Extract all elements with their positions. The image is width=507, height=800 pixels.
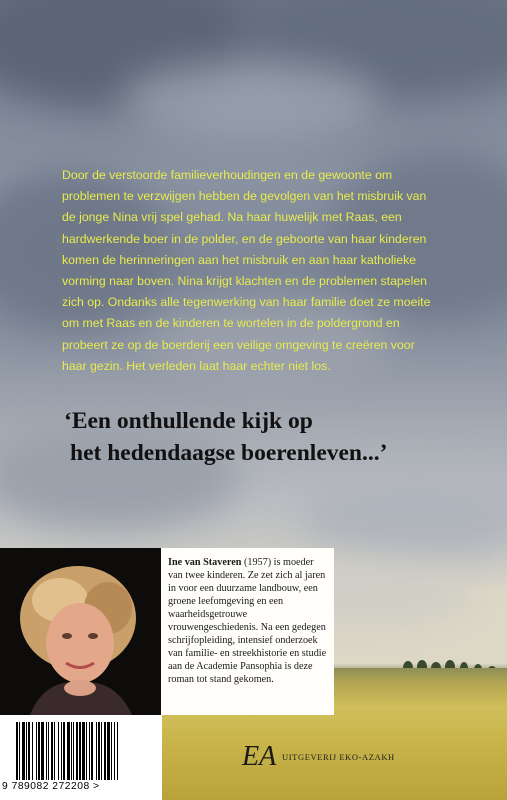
publisher-mark — [240, 737, 395, 771]
author-bio-text: is moeder van twee kinderen. Ze zet zich al jaren in voor een duurzame landbouw, een groene leefomgeving en een waarheidsgetrouwe vrouwengeschiedenis. Na een gedegen schrijfopleiding, intensief onderzoek van familie- en streekhistorie en studie aan de Academie Pansophia is deze roman tot stand gekomen. — [168, 557, 327, 685]
sky-cloud — [300, 470, 507, 560]
barcode-bar — [48, 722, 49, 780]
barcode-bar — [54, 722, 55, 780]
barcode — [16, 722, 144, 780]
barcode-bar — [101, 722, 102, 780]
blurb-text: Door de verstoorde familieverhoudingen en de gewoonte om problemen te verzwijgen hebben de gevolgen van het misbruik van de jonge Nina vrij spel gehad. Na haar huwelijk met Raas, een hardwerkende boer in de polder, en de geboorte van haar kinderen komen de herinneringen aan het misbruik en aan haar katholieke vorming naar boven. Nina krijgt klachten en de problemen stapelen zich op. Ondanks alle tegenwerking van haar familie doet ze moeite om met Raas en de kinderen te wortelen in de poldergrond en probeert ze op de boerderij een veilige omgeving te creëren voor haar gezin. Het verleden laat haar echter niet los. — [62, 168, 431, 373]
barcode-bar — [51, 722, 53, 780]
author-name: Ine van Staveren — [168, 557, 242, 568]
publisher-logo — [240, 737, 280, 771]
barcode-bar — [61, 722, 62, 780]
quote-line-2: het hedendaagse boerenleven...’ — [70, 440, 388, 466]
barcode-bar — [26, 722, 27, 780]
barcode-bar — [111, 722, 112, 780]
quote-line-1: ‘Een onthullende kijk op — [64, 408, 313, 434]
barcode-bar — [96, 722, 97, 780]
barcode-bar — [91, 722, 93, 780]
barcode-bar — [28, 722, 30, 780]
barcode-bar — [58, 722, 59, 780]
barcode-bar — [73, 722, 74, 780]
barcode-bar — [82, 722, 85, 780]
author-bio — [161, 548, 334, 715]
barcode-bar — [63, 722, 65, 780]
barcode-bar — [98, 722, 100, 780]
publisher-name: UITGEVERIJ EKO-AZAKH — [282, 752, 395, 762]
author-birth-year: (1957) — [241, 557, 272, 568]
svg-text:EA: EA — [242, 741, 277, 771]
barcode-bar — [107, 722, 110, 780]
barcode-bar — [86, 722, 87, 780]
barcode-bar — [76, 722, 78, 780]
isbn-barcode-box — [0, 715, 162, 800]
isbn-number: 9 789082 272208 > — [2, 781, 100, 792]
sky-cloud — [120, 60, 380, 140]
barcode-bar — [46, 722, 47, 780]
barcode-bar — [89, 722, 90, 780]
barcode-bar — [16, 722, 18, 780]
barcode-bar — [114, 722, 115, 780]
barcode-bar — [19, 722, 20, 780]
barcode-bar — [71, 722, 72, 780]
barcode-bar — [22, 722, 25, 780]
barcode-bar — [117, 722, 118, 780]
barcode-bar — [41, 722, 44, 780]
barcode-bar — [38, 722, 40, 780]
barcode-bar — [67, 722, 70, 780]
barcode-bar — [79, 722, 81, 780]
barcode-bar — [36, 722, 37, 780]
tagline-quote — [0, 405, 507, 469]
barcode-bar — [32, 722, 33, 780]
barcode-bar — [104, 722, 106, 780]
author-photo — [0, 548, 161, 715]
